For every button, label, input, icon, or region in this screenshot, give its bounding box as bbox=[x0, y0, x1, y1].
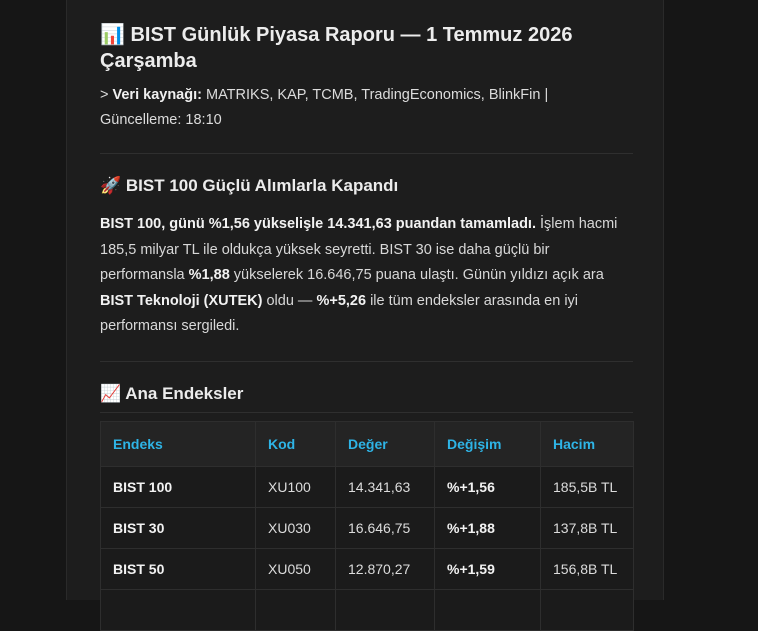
column-header-deger: Değer bbox=[336, 422, 435, 467]
cell-degisim: %+1,59 bbox=[435, 549, 541, 590]
report-title: 📊 BIST Günlük Piyasa Raporu — 1 Temmuz 2026 Çarşamba bbox=[100, 24, 573, 72]
cell-kod: XU050 bbox=[256, 549, 336, 590]
table-row bbox=[101, 549, 634, 590]
summary-text-3: oldu — bbox=[262, 292, 317, 309]
table-header-row bbox=[101, 422, 634, 467]
table-row bbox=[101, 467, 634, 508]
summary-bold-2: %1,88 bbox=[188, 267, 230, 283]
source-value: MATRIKS, KAP, TCMB, TradingEconomics, BlinkFin | Güncelleme: 18:10 bbox=[100, 87, 549, 128]
cell-deger: 12.870,27 bbox=[336, 549, 435, 590]
cell-empty bbox=[336, 590, 435, 631]
section-heading-indices: 📈 Ana Endeksler bbox=[100, 384, 244, 403]
table-row bbox=[101, 508, 634, 549]
cell-deger: 16.646,75 bbox=[336, 508, 435, 549]
source-prefix: > bbox=[100, 87, 113, 103]
cell-endeks: BIST 100 bbox=[101, 467, 256, 508]
cell-deger: 14.341,63 bbox=[336, 467, 435, 508]
table-row bbox=[101, 590, 634, 631]
section-heading-bist100: 🚀 BIST 100 Güçlü Alımlarla Kapandı bbox=[100, 176, 399, 195]
cell-empty bbox=[256, 590, 336, 631]
summary-text-2: yükselerek 16.646,75 puana ulaştı. Günün yıldızı açık ara bbox=[229, 267, 604, 283]
cell-empty bbox=[541, 590, 634, 631]
source-line bbox=[100, 83, 633, 133]
cell-kod: XU030 bbox=[256, 508, 336, 549]
column-header-hacim: Hacim bbox=[541, 422, 634, 467]
source-label: Veri kaynağı: bbox=[112, 87, 202, 103]
column-header-kod: Kod bbox=[256, 422, 336, 467]
cell-empty bbox=[101, 590, 256, 631]
cell-kod: XU100 bbox=[256, 467, 336, 508]
cell-endeks: BIST 30 bbox=[101, 508, 256, 549]
summary-bold-4: %+5,26 bbox=[316, 292, 367, 309]
column-header-endeks: Endeks bbox=[101, 422, 256, 467]
summary-paragraph bbox=[100, 212, 633, 340]
summary-bold-1: BIST 100, günü %1,56 yükselişle 14.341,63 puandan tamamladı. bbox=[100, 216, 536, 232]
summary-text-1: İşlem hacmi 185,5 milyar TL ile oldukça yüksek seyretti. BIST 30 ise daha güçlü bir performansla bbox=[100, 216, 618, 283]
cell-degisim: %+1,56 bbox=[435, 467, 541, 508]
cell-degisim: %+1,88 bbox=[435, 508, 541, 549]
cell-hacim: 137,8B TL bbox=[541, 508, 634, 549]
summary-text-4: ile tüm endeksler arasında en iyi performansı sergiledi. bbox=[100, 292, 579, 334]
cell-empty bbox=[435, 590, 541, 631]
divider bbox=[100, 361, 633, 362]
divider bbox=[100, 412, 633, 413]
column-header-degisim: Değişim bbox=[435, 422, 541, 467]
cell-hacim: 185,5B TL bbox=[541, 467, 634, 508]
cell-endeks: BIST 50 bbox=[101, 549, 256, 590]
divider bbox=[100, 153, 633, 154]
cell-hacim: 156,8B TL bbox=[541, 549, 634, 590]
summary-bold-3: BIST Teknoloji (XUTEK) bbox=[100, 292, 263, 309]
report-card bbox=[66, 0, 664, 600]
